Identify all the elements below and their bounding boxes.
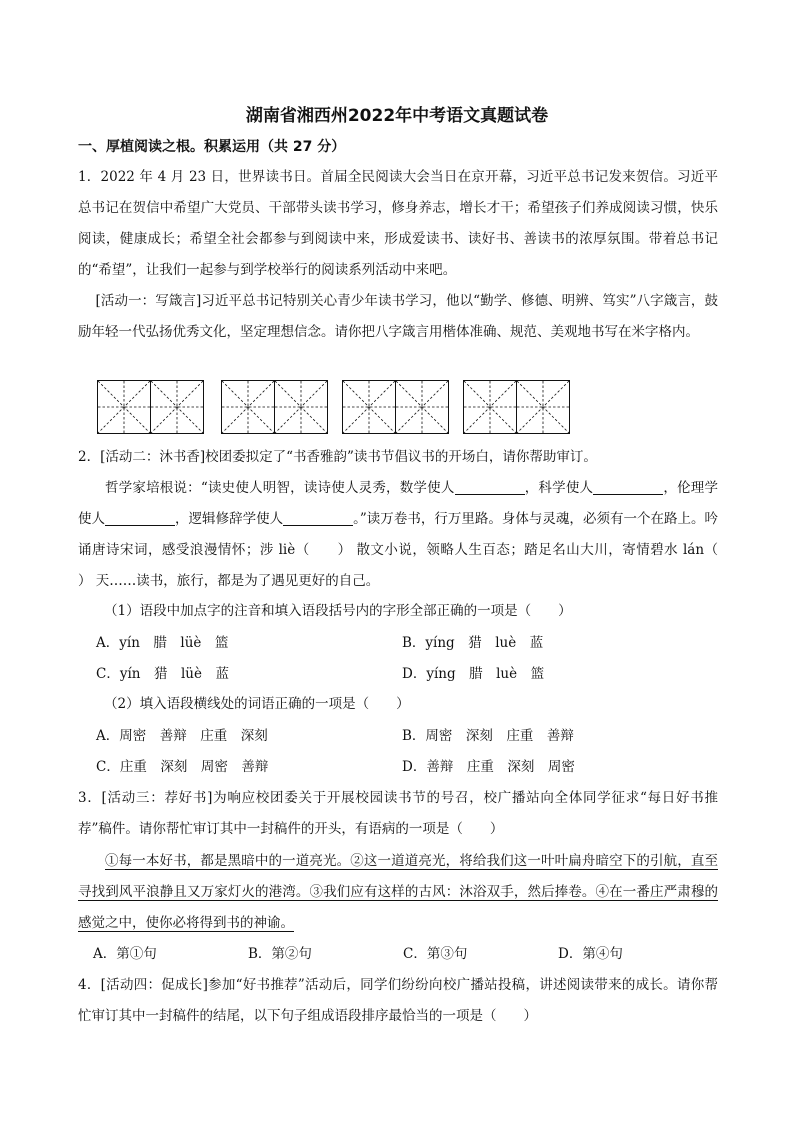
option-a[interactable]: A．第①句 xyxy=(93,946,157,962)
grid-pair xyxy=(221,380,326,434)
question-3-passage xyxy=(78,846,718,939)
option-b[interactable]: B．第②句 xyxy=(248,946,312,962)
writing-cell[interactable] xyxy=(150,380,204,434)
writing-cell[interactable] xyxy=(274,380,328,434)
option-row xyxy=(96,662,706,686)
option-b[interactable]: B．周密 深刻 庄重 善辩 xyxy=(402,728,574,744)
writing-cell[interactable] xyxy=(97,380,151,434)
writing-cell[interactable] xyxy=(221,380,275,434)
question-2-passage xyxy=(78,473,745,597)
option-c[interactable]: C．第③句 xyxy=(403,946,468,962)
writing-cell[interactable] xyxy=(516,380,570,434)
option-row xyxy=(96,724,706,748)
writing-cell[interactable] xyxy=(463,380,517,434)
option-c[interactable]: C．庄重 深刻 周密 善辩 xyxy=(96,759,269,775)
question-4-intro: 4．[活动四：促成长]参加“好书推荐”活动后，同学们纷纷向校广播站投稿，讲述阅读带来的成长。请你帮忙审订其中一封稿件的结尾，以下句子组成语段排序最恰当的一项是（ ） xyxy=(78,977,718,1024)
option-b[interactable]: B．yíng 猎 luè 蓝 xyxy=(402,635,544,651)
question-2-sub1: （1）语段中加点字的注音和填入语段括号内的字形全部正确的一项是（ ） xyxy=(104,603,572,619)
option-d[interactable]: D．yíng 腊 luè 篮 xyxy=(402,666,545,682)
answer-blank[interactable] xyxy=(105,509,175,526)
writing-cell[interactable] xyxy=(342,380,396,434)
option-a[interactable]: A．yín 腊 lüè 篮 xyxy=(96,635,229,651)
question-2-intro: 2．[活动二：沐书香]校团委拟定了“书香雅韵”读书节倡议书的开场白，请你帮助审订。 xyxy=(78,449,597,465)
option-a[interactable]: A．周密 善辩 庄重 深刻 xyxy=(96,728,268,744)
question-2-sub2: （2）填入语段横线处的词语正确的一项是（ ） xyxy=(104,696,410,712)
option-row xyxy=(96,631,706,655)
writing-grid xyxy=(97,380,657,436)
answer-blank[interactable] xyxy=(455,478,525,495)
passage-text: ，伦理学使人 xyxy=(78,480,719,527)
passage-text: ，逻辑修辞学使人 xyxy=(175,511,284,527)
question-3-intro: 3．[活动三：荐好书]为响应校团委关于开展校园读书节的号召，校广播站向全体同学征求“每日好书推荐”稿件。请你帮忙审订其中一封稿件的开头，有语病的一项是（ ） xyxy=(78,790,718,837)
answer-blank[interactable] xyxy=(593,478,663,495)
question-1-text: 1．2022 年 4 月 23 日，世界读书日。首届全民阅读大会当日在京开幕，习近平总书记发来贺信。习近平总书记在贺信中希望广大党员、干部带头读书学习，修身养志，增长才干；希望孩子们养成阅读习惯，快乐阅读，健康成长；希望全社会都参与到阅读中来，形成爱读书、读好书、善读书的浓厚氛围。带着总书记的“希望”，让我们一起参与到学校举行的阅读系列活动中来吧。 xyxy=(78,169,718,278)
option-d[interactable]: D．第④句 xyxy=(558,946,623,962)
passage-text: 哲学家培根说：“读史使人明智，读诗使人灵秀，数学使人 xyxy=(105,480,455,496)
underlined-passage: ①每一本好书，都是黑暗中的一道亮光。②这一道道亮光，将给我们这一叶叶扁舟暗空下的引航，直至寻找到风平浪静且又万家灯火的港湾。③我们应有这样的古风：沐浴双手，然后捧卷。④在一番庄严肃穆的感觉之中，使你必将得到书的神谕。 xyxy=(78,853,718,931)
passage-text: ，科学使人 xyxy=(524,480,594,496)
question-1-activity: [活动一：写箴言]习近平总书记特别关心青少年读书学习，他以“勤学、修德、明辨、笃实”八字箴言，鼓励年轻一代弘扬优秀文化，坚定理想信念。请你把八字箴言用楷体准确、规范、美观地书写在米字格内。 xyxy=(78,293,718,340)
grid-pair xyxy=(97,380,202,434)
page-title: 湖南省湘西州2022年中考语文真题试卷 xyxy=(245,106,549,126)
answer-blank[interactable] xyxy=(283,509,353,526)
writing-cell[interactable] xyxy=(395,380,449,434)
passage-text: 。”读万卷书，行万里路。身体与灵魂，必须有一个在路上。吟诵唐诗宋词，感受浪漫情怀；涉 liè（ ） 散文小说，领略人生百态；踏足名山大川，寄情碧水 lán（ ） 天……读书，旅行，都是为了遇见更好的自己。 xyxy=(78,511,745,589)
option-row xyxy=(96,755,706,779)
option-d[interactable]: D．善辩 庄重 深刻 周密 xyxy=(402,759,575,775)
option-c[interactable]: C．yín 猎 lüè 蓝 xyxy=(96,666,229,682)
grid-pair xyxy=(342,380,447,434)
section-heading: 一、厚植阅读之根。积累运用（共 27 分） xyxy=(78,139,346,155)
grid-pair xyxy=(463,380,568,434)
